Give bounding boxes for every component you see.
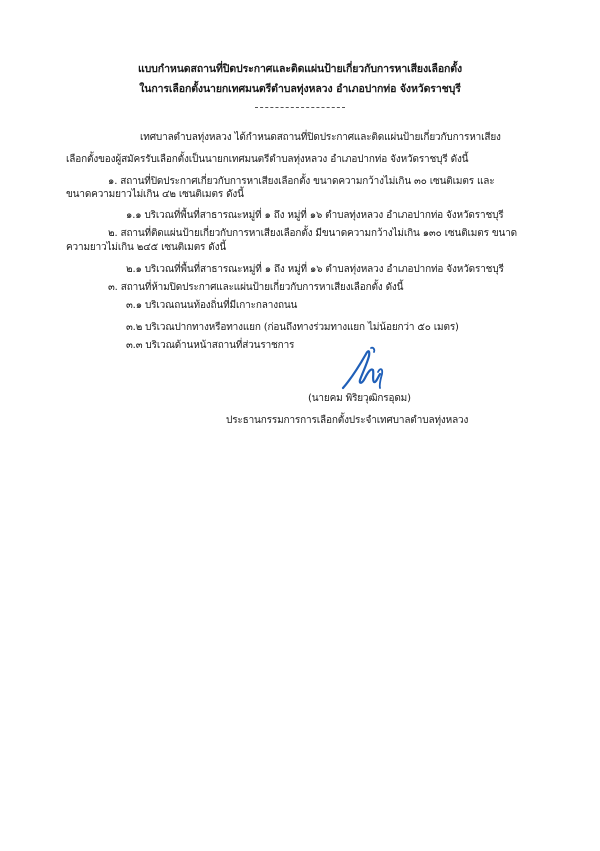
item-2-line-1: ๒. สถานที่ติดแผ่นป้ายเกี่ยวกับการหาเสียงเลือกตั้ง มีขนาดความกว้างไม่เกิน ๑๓๐ เซนติเมตร ขนาด bbox=[108, 228, 518, 239]
item-3-2: ๓.๒ บริเวณปากทางหรือทางแยก (ก่อนถึงทางร่วมทางแยก ไม่น้อยกว่า ๕๐ เมตร) bbox=[126, 322, 459, 333]
item-1-1: ๑.๑ บริเวณที่พื้นที่สาธารณะหมู่ที่ ๑ ถึง หมู่ที่ ๑๖ ตำบลทุ่งหลวง อำเภอปากท่อ จังหวัดราชบุรี bbox=[126, 210, 504, 221]
title-divider bbox=[255, 107, 345, 108]
intro-paragraph-line-2: เลือกตั้งของผู้สมัครรับเลือกตั้งเป็นนายกเทศมนตรีตำบลทุ่งหลวง อำเภอปากท่อ จังหวัดราชบุรี ดังนี้ bbox=[66, 154, 469, 165]
item-2-1: ๒.๑ บริเวณที่พื้นที่สาธารณะหมู่ที่ ๑ ถึง หมู่ที่ ๑๖ ตำบลทุ่งหลวง อำเภอปากท่อ จังหวัดราชบุรี bbox=[126, 264, 504, 275]
item-2-line-2: ความยาวไม่เกิน ๒๔๕ เซนติเมตร ดังนี้ bbox=[66, 242, 227, 253]
signature-mark-icon bbox=[338, 344, 386, 394]
item-3-3: ๓.๓ บริเวณด้านหน้าสถานที่ส่วนราชการ bbox=[126, 340, 295, 351]
signer-name: (นายคม พิริยวุฒิกรอุดม) bbox=[308, 393, 411, 404]
item-1-line-1: ๑. สถานที่ปิดประกาศเกี่ยวกับการหาเสียงเลือกตั้ง ขนาดความกว้างไม่เกิน ๓๐ เซนติเมตร และ bbox=[108, 176, 495, 187]
document-title-line-1: แบบกำหนดสถานที่ปิดประกาศและติดแผ่นป้ายเกี่ยวกับการหาเสียงเลือกตั้ง bbox=[137, 63, 463, 75]
intro-paragraph-line-1: เทศบาลตำบลทุ่งหลวง ได้กำหนดสถานที่ปิดประกาศและติดแผ่นป้ายเกี่ยวกับการหาเสียง bbox=[140, 132, 501, 143]
item-1-line-2: ขนาดความยาวไม่เกิน ๔๒ เซนติเมตร ดังนี้ bbox=[66, 189, 244, 200]
signer-position: ประธานกรรมการการเลือกตั้งประจำเทศบาลตำบลทุ่งหลวง bbox=[226, 415, 469, 426]
document-title-line-2: ในการเลือกตั้งนายกเทศมนตรีตำบลทุ่งหลวง อำเภอปากท่อ จังหวัดราชบุรี bbox=[139, 83, 461, 95]
item-3-1: ๓.๑ บริเวณถนนท้องถิ่นที่มีเกาะกลางถนน bbox=[126, 300, 298, 311]
item-3: ๓. สถานที่ห้ามปิดประกาศและแผ่นป้ายเกี่ยวกับการหาเสียงเลือกตั้ง ดังนี้ bbox=[108, 282, 404, 293]
